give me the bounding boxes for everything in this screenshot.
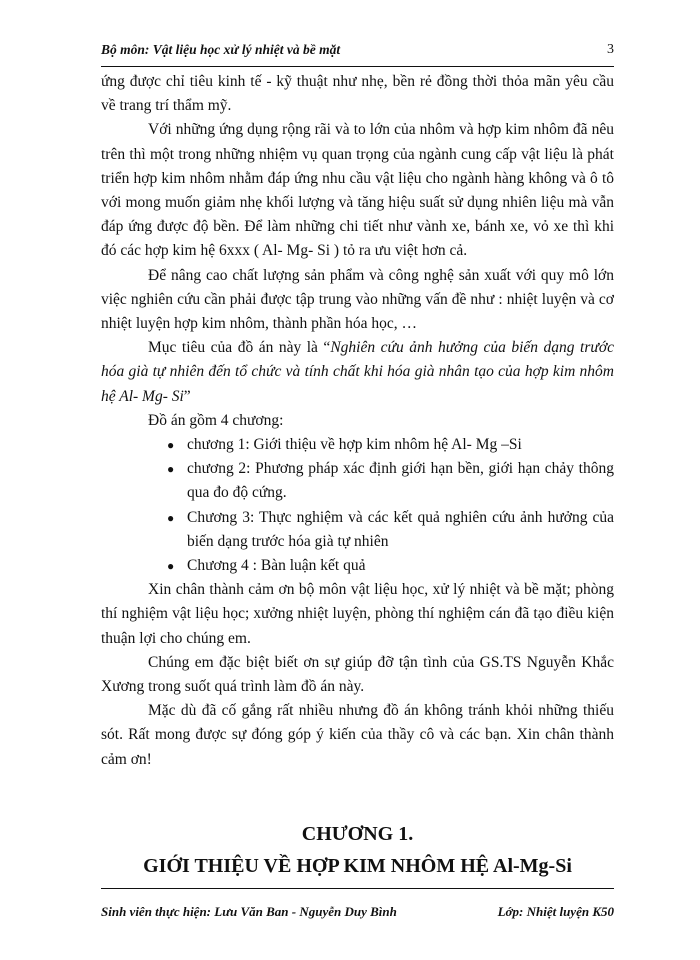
list-item: ● chương 2: Phương pháp xác định giới hạn bền, giới hạn chảy thông qua đo độ cứng. xyxy=(187,457,614,505)
list-item: ● chương 1: Giới thiệu về hợp kim nhôm hệ Al- Mg –Si xyxy=(187,433,614,457)
paragraph-7: Chúng em đặc biệt biết ơn sự giúp đỡ tận tình của GS.TS Nguyễn Khắc Xương trong suốt quá trình làm đồ án này. xyxy=(101,653,614,696)
paragraph-6: Xin chân thành cảm ơn bộ môn vật liệu học, xử lý nhiệt và bề mặt; phòng thí nghiệm vật liệu học; xưởng nhiệt luyện, phòng thí nghiệm cán đã tạo điều kiện thuận lợi cho chúng em. xyxy=(101,581,614,647)
page-body xyxy=(101,70,614,772)
bullet-icon: ● xyxy=(167,462,175,477)
footer-class: Lớp: Nhiệt luyện K50 xyxy=(497,904,614,919)
footer-rule xyxy=(101,888,614,889)
paragraph-3: Để nâng cao chất lượng sản phẩm và công nghệ sản xuất với quy mô lớn việc nghiên cứu cần phải được tập trung vào những vấn đề như : nhiệt luyện và cơ nhiệt luyện hợp kim nhôm, thành phần hóa học, … xyxy=(101,266,614,333)
list-item: ● Chương 4 : Bàn luận kết quả xyxy=(187,554,614,578)
bullet-icon: ● xyxy=(167,438,175,453)
objective-close-quote: ” xyxy=(183,387,191,405)
paragraph-2: Với những ứng dụng rộng rãi và to lớn của nhôm và hợp kim nhôm đã nêu trên thì một trong những nhiệm vụ quan trọng của ngành cung cấp vật liệu là phát triển hợp kim nhôm nhằm đáp ứng nhu cầu vật liệu cho ngành hàng không và ô tô với mong muốn giảm nhẹ khối lượng và tăng hiệu suất sử dụng nhiên liệu mà vẫn đáp ứng được độ bền. Để làm những chi tiết như vành xe, bánh xe, vỏ xe thì khi đó các hợp kim hệ 6xxx ( Al- Mg- Si ) tỏ ra ưu việt hơn cả. xyxy=(101,121,614,260)
paragraph-4 xyxy=(101,336,614,409)
paragraph-1: ứng được chỉ tiêu kinh tế - kỹ thuật như nhẹ, bền rẻ đồng thời thỏa mãn yêu cầu về trang trí thẩm mỹ. xyxy=(101,73,614,115)
chapter-title: GIỚI THIỆU VỀ HỢP KIM NHÔM HỆ Al-Mg-Si xyxy=(143,855,572,877)
objective-lead: Mục tiêu của đồ án này là “ xyxy=(148,339,331,357)
page-number: 3 xyxy=(607,42,614,57)
paragraph-5: Đồ án gồm 4 chương: xyxy=(148,411,284,429)
page-header xyxy=(101,42,614,58)
header-rule xyxy=(101,66,614,67)
paragraph-8: Mặc dù đã cố gắng rất nhiều nhưng đồ án không tránh khỏi những thiếu sót. Rất mong được sự đóng góp ý kiến của thầy cô và các bạn. Xin chân thành cảm ơn! xyxy=(101,702,614,768)
page-footer xyxy=(101,904,614,920)
objective-title: Nghiên cứu ảnh hưởng của biến dạng trước hóa già tự nhiên đến tổ chức và tính chất khi hóa già nhân tạo của hợp kim nhôm hệ Al- Mg- Si xyxy=(101,339,615,405)
bullet-icon: ● xyxy=(167,510,175,525)
footer-students: Sinh viên thực hiện: Lưu Văn Ban - Nguyễn Duy Bình xyxy=(101,904,397,919)
chapter-number: CHƯƠNG 1. xyxy=(301,823,414,845)
chapter-heading xyxy=(101,818,614,882)
chapter-list xyxy=(101,433,614,578)
list-item: ● Chương 3: Thực nghiệm và các kết quả nghiên cứu ảnh hưởng của biến dạng trước hóa già tự nhiên xyxy=(187,506,614,554)
bullet-icon: ● xyxy=(167,559,175,574)
header-title: Bộ môn: Vật liệu học xử lý nhiệt và bề mặt xyxy=(101,42,341,57)
